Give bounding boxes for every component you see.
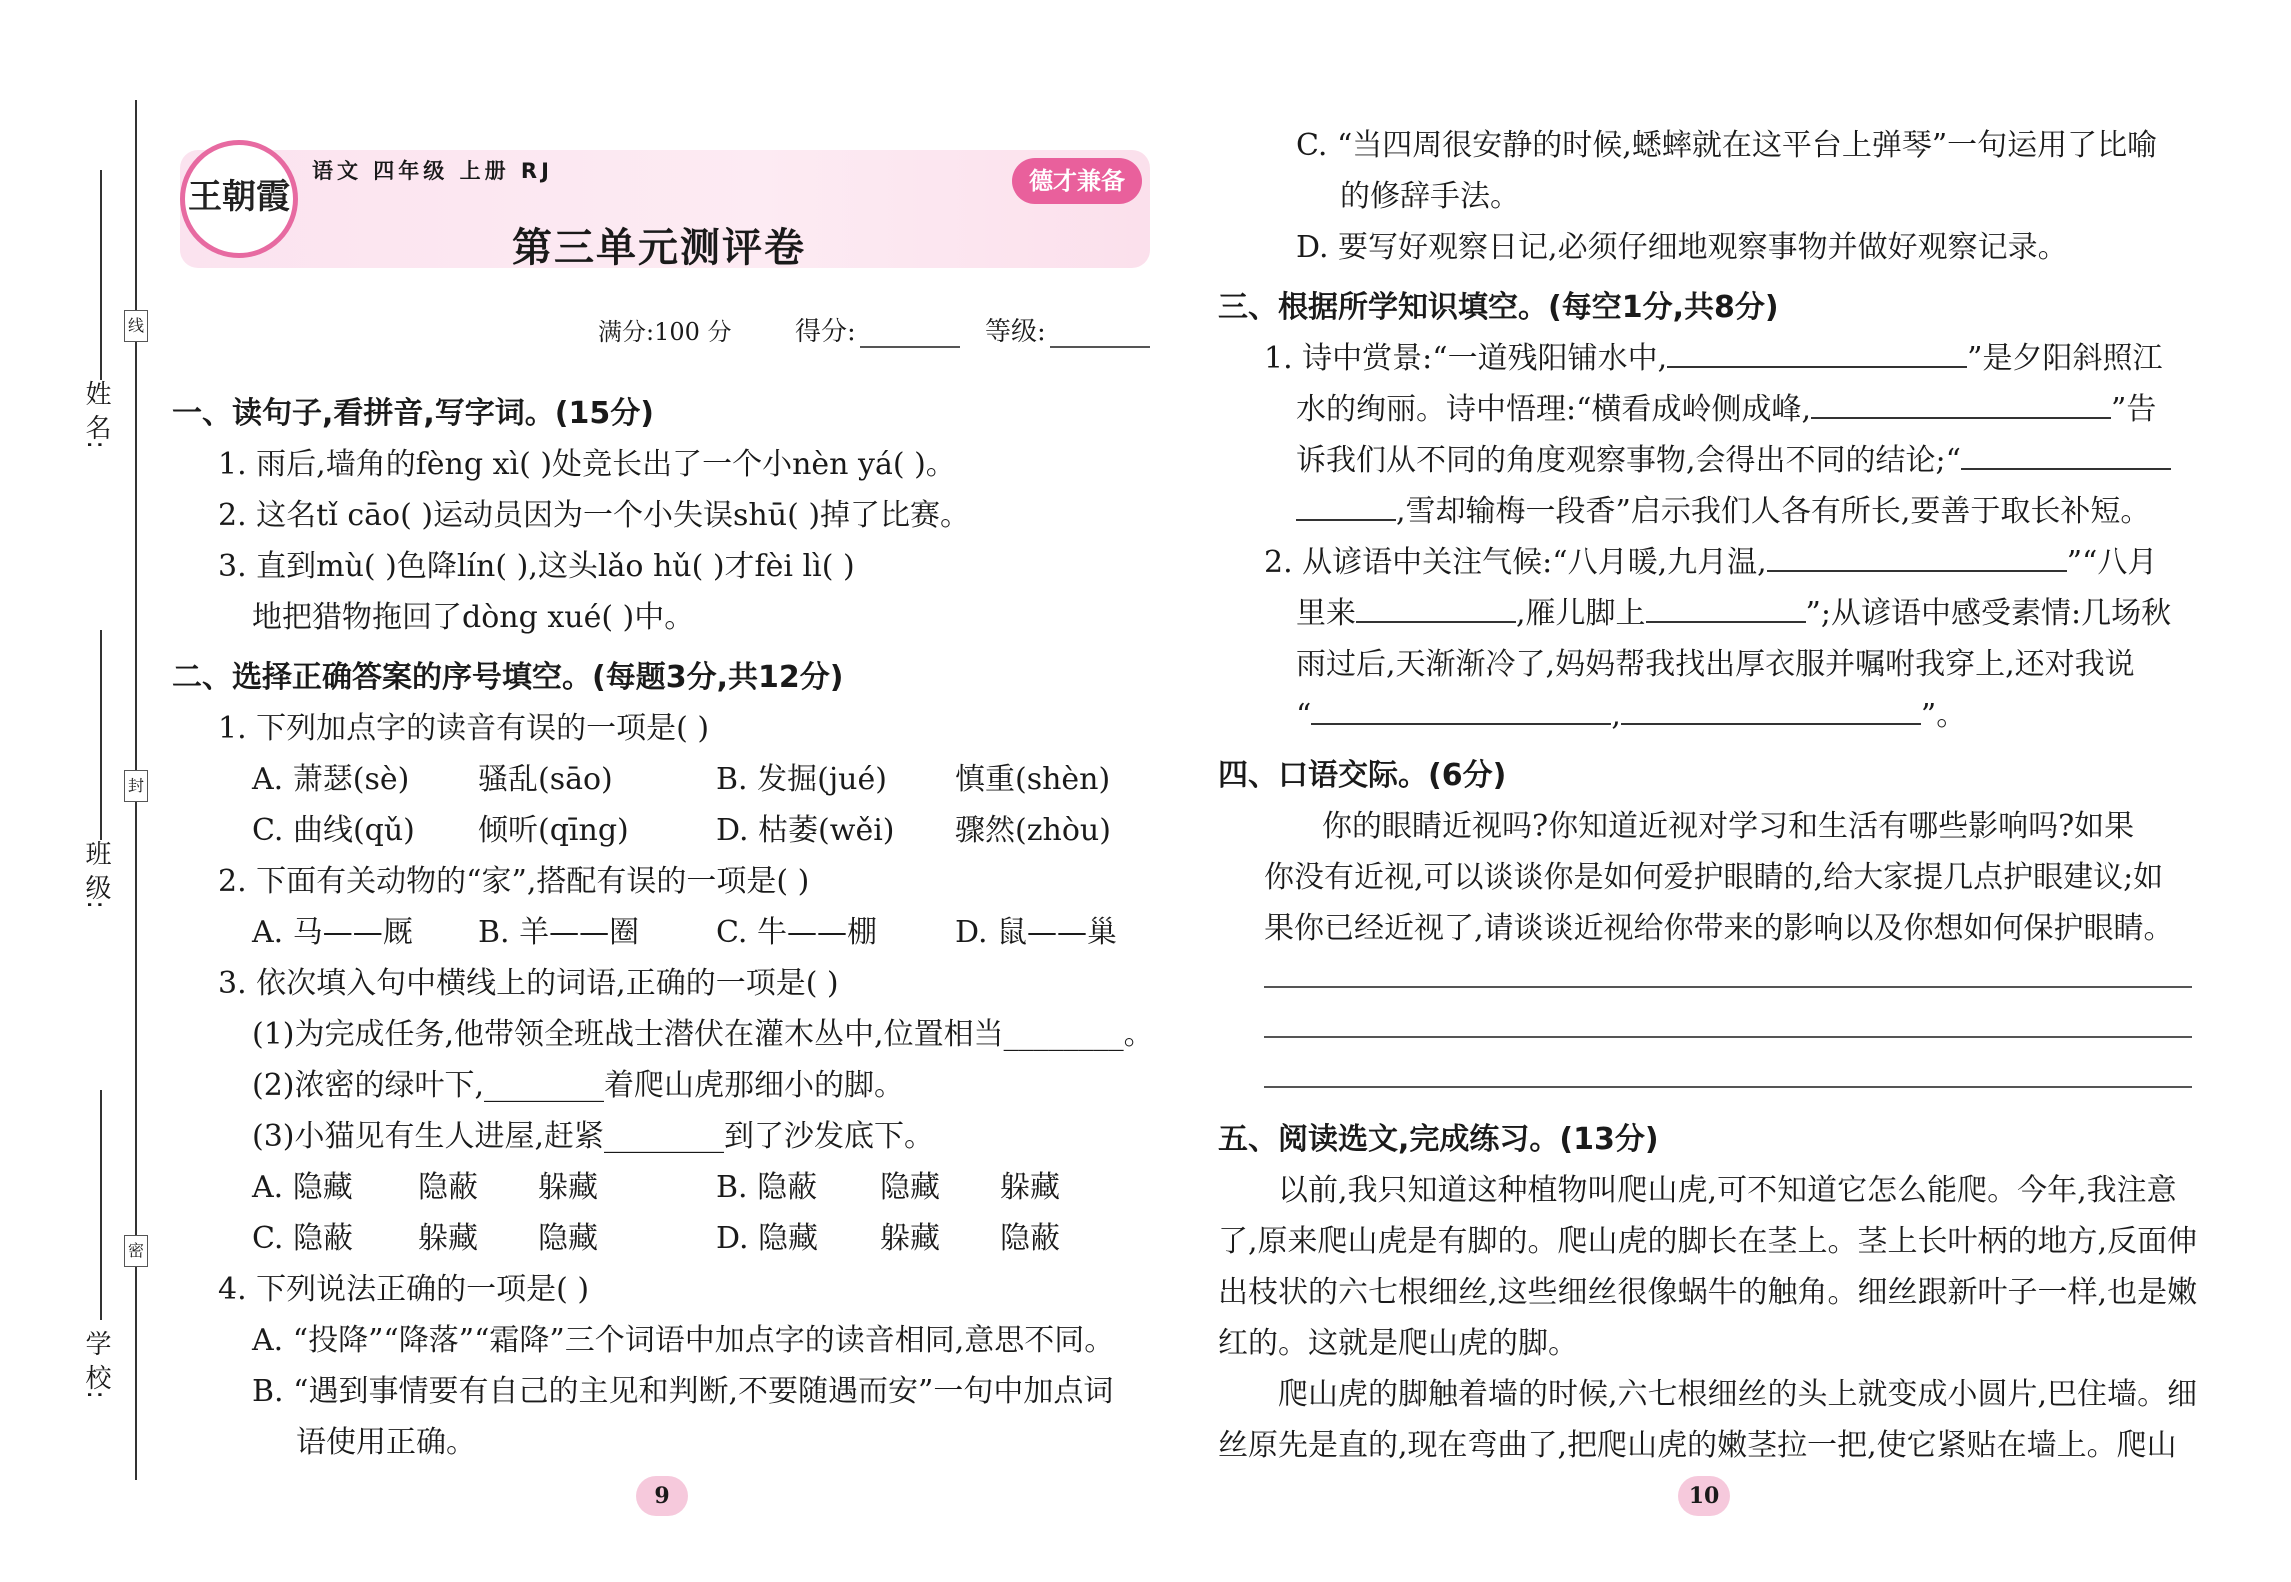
page-number-left: 9 <box>636 1476 688 1516</box>
passage-line: 爬山虎的脚触着墙的时候,六七根细丝的头上就变成小圆片,巴住墙。细 <box>1278 1377 2198 1412</box>
blank[interactable] <box>1621 697 1921 725</box>
q3-option: 躲藏 <box>880 1221 940 1256</box>
section-3-heading: 三、根据所学知识填空。(每空1分,共8分) <box>1218 290 1779 325</box>
grade-label: 等级: <box>985 317 1046 347</box>
passage-line: 出枝状的六七根细丝,这些细丝很像蜗牛的触角。细丝跟新叶子一样,也是嫩 <box>1218 1275 2198 1310</box>
answer-line[interactable] <box>1264 1085 2192 1088</box>
page-title: 第三单元测评卷 <box>512 225 806 271</box>
q3-option: 躲藏 <box>1000 1170 1060 1205</box>
s1-question-2: 2. 这名tǐ cāo( )运动员因为一个小失误shū( )掉了比赛。 <box>218 498 971 533</box>
s1-question-1: 1. 雨后,墙角的fèng xì( )处竞长出了一个小nèn yá( )。 <box>218 447 956 482</box>
q1-option: 骤然(zhòu) <box>955 813 1111 848</box>
s2-question-4: 4. 下列说法正确的一项是( ) <box>218 1272 590 1307</box>
q3-item-2: (2)浓密的绿叶下,________着爬山虎那细小的脚。 <box>252 1068 905 1103</box>
s3-line-6: 里来 ,雁儿脚上 ”;从谚语中感受素情:几场秋 <box>1296 596 2172 631</box>
q3-option: C. 隐蔽 <box>252 1221 353 1256</box>
seal-box-secret: 密 <box>124 1235 148 1267</box>
section-1-heading: 一、读句子,看拼音,写字词。(15分) <box>172 396 654 431</box>
q2-option: A. 马——厩 <box>252 915 413 950</box>
q1-option: 慎重(shèn) <box>955 762 1111 797</box>
blank[interactable] <box>1311 697 1611 725</box>
passage-line: 红的。这就是爬山虎的脚。 <box>1218 1326 1578 1361</box>
badge: 德才兼备 <box>1012 158 1142 204</box>
q3-option: 躲藏 <box>538 1170 598 1205</box>
answer-line[interactable] <box>1264 1035 2192 1038</box>
seal-box-seal: 封 <box>124 770 148 802</box>
q3-option: B. 隐蔽 <box>716 1170 818 1205</box>
grade-field[interactable] <box>1050 345 1150 348</box>
s2-question-2: 2. 下面有关动物的“家”,搭配有误的一项是( ) <box>218 864 810 899</box>
s4-para-1: 你的眼睛近视吗?你知道近视对学习和生活有哪些影响吗?如果 <box>1322 809 2135 844</box>
s3-line-7: 雨过后,天渐渐冷了,妈妈帮我找出厚衣服并嘱咐我穿上,还对我说 <box>1296 647 2135 682</box>
full-score: 满分:100 分 <box>598 318 732 346</box>
q4-option-c-cont: 的修辞手法。 <box>1340 179 1520 214</box>
q3-option: A. 隐藏 <box>252 1170 353 1205</box>
s1-question-3-cont: 地把猎物拖回了dòng xué( )中。 <box>252 600 695 635</box>
logo: 王朝霞 <box>180 140 298 258</box>
q4-option-c: C. “当四周很安静的时候,蟋蟀就在这平台上弹琴”一句运用了比喻 <box>1296 128 2158 163</box>
book-meta: 语文 四年级 上册 RJ <box>312 159 553 183</box>
q3-option: D. 隐藏 <box>716 1221 819 1256</box>
s3-line-4: ,雪却输梅一段香”启示我们人各有所长,要善于取长补短。 <box>1296 490 2150 534</box>
q3-item-3: (3)小猫见有生人进屋,赶紧________到了沙发底下。 <box>252 1119 935 1154</box>
q3-option: 隐藏 <box>880 1170 940 1205</box>
s3-line-2: 水的绚丽。诗中悟理:“横看成岭侧成峰, ”告 <box>1296 392 2157 427</box>
score-field[interactable] <box>860 345 960 348</box>
q3-option: 隐蔽 <box>418 1170 478 1205</box>
name-field[interactable] <box>100 170 104 380</box>
passage-line: 丝原先是直的,现在弯曲了,把爬山虎的嫩茎拉一把,使它紧贴在墙上。爬山 <box>1218 1428 2177 1463</box>
school-field[interactable] <box>100 1090 104 1320</box>
class-label: 班 级: <box>81 840 111 910</box>
blank[interactable] <box>1667 340 1967 368</box>
s3-line-3: 诉我们从不同的角度观察事物,会得出不同的结论;“ <box>1296 439 2171 483</box>
q4-option-d: D. 要写好观察日记,必须仔细地观察事物并做好观察记录。 <box>1296 230 2068 265</box>
q1-option: C. 曲线(qǔ) <box>252 813 415 848</box>
q3-option: 躲藏 <box>418 1221 478 1256</box>
s4-para-3: 果你已经近视了,请谈谈近视给你带来的影响以及你想如何保护眼睛。 <box>1264 911 2174 946</box>
q1-option: 倾听(qīng) <box>478 813 629 848</box>
s2-question-3: 3. 依次填入句中横线上的词语,正确的一项是( ) <box>218 966 839 1001</box>
score-label: 得分: <box>795 317 856 347</box>
q1-option: D. 枯萎(wěi) <box>716 813 895 848</box>
passage-line: 以前,我只知道这种植物叫爬山虎,可不知道它怎么能爬。今年,我注意 <box>1278 1173 2177 1208</box>
s1-question-3: 3. 直到mù( )色降lín( ),这头lǎo hǔ( )才fèi lì( ) <box>218 549 855 584</box>
page-number-right: 10 <box>1678 1476 1730 1516</box>
section-2-heading: 二、选择正确答案的序号填空。(每题3分,共12分) <box>172 660 844 695</box>
q3-item-1: (1)为完成任务,他带领全班战士潜伏在灌木丛中,位置相当________。 <box>252 1017 1154 1052</box>
q3-option: 隐蔽 <box>1000 1221 1060 1256</box>
school-label: 学 校: <box>81 1330 111 1400</box>
blank[interactable] <box>1646 595 1806 623</box>
q2-option: B. 羊——圈 <box>478 915 640 950</box>
q4-option-b-cont: 语使用正确。 <box>296 1425 476 1460</box>
q2-option: C. 牛——棚 <box>716 915 877 950</box>
seal-box-line: 线 <box>124 310 148 342</box>
blank[interactable] <box>1767 544 2067 572</box>
section-5-heading: 五、阅读选文,完成练习。(13分) <box>1218 1122 1659 1157</box>
q4-option-a: A. “投降”“降落”“霜降”三个词语中加点字的读音相同,意思不同。 <box>252 1323 1115 1358</box>
q1-option: 骚乱(sāo) <box>478 762 613 797</box>
answer-line[interactable] <box>1264 985 2192 988</box>
s3-line-1: 1. 诗中赏景:“一道残阳铺水中, ”是夕阳斜照江 <box>1264 341 2163 376</box>
blank[interactable] <box>1356 595 1516 623</box>
q2-option: D. 鼠——巢 <box>955 915 1118 950</box>
s2-question-1: 1. 下列加点字的读音有误的一项是( ) <box>218 711 710 746</box>
s4-para-2: 你没有近视,可以谈谈你是如何爱护眼睛的,给大家提几点护眼建议;如 <box>1264 860 2164 895</box>
s3-line-5: 2. 从谚语中关注气候:“八月暖,九月温, ”“八月 <box>1264 545 2158 580</box>
q1-option: A. 萧瑟(sè) <box>252 762 410 797</box>
name-label: 姓 名: <box>81 380 111 450</box>
q1-option: B. 发掘(jué) <box>716 762 887 797</box>
blank[interactable] <box>1296 493 1396 521</box>
passage-line: 了,原来爬山虎是有脚的。爬山虎的脚长在茎上。茎上长叶柄的地方,反面伸 <box>1218 1224 2198 1259</box>
blank[interactable] <box>1961 442 2171 470</box>
blank[interactable] <box>1811 391 2111 419</box>
q4-option-b: B. “遇到事情要有自己的主见和判断,不要随遇而安”一句中加点词 <box>252 1374 1114 1409</box>
q3-option: 隐藏 <box>538 1221 598 1256</box>
section-4-heading: 四、口语交际。(6分) <box>1218 758 1507 793</box>
s3-line-8: “ , ”。 <box>1296 698 1967 733</box>
class-field[interactable] <box>100 630 104 840</box>
